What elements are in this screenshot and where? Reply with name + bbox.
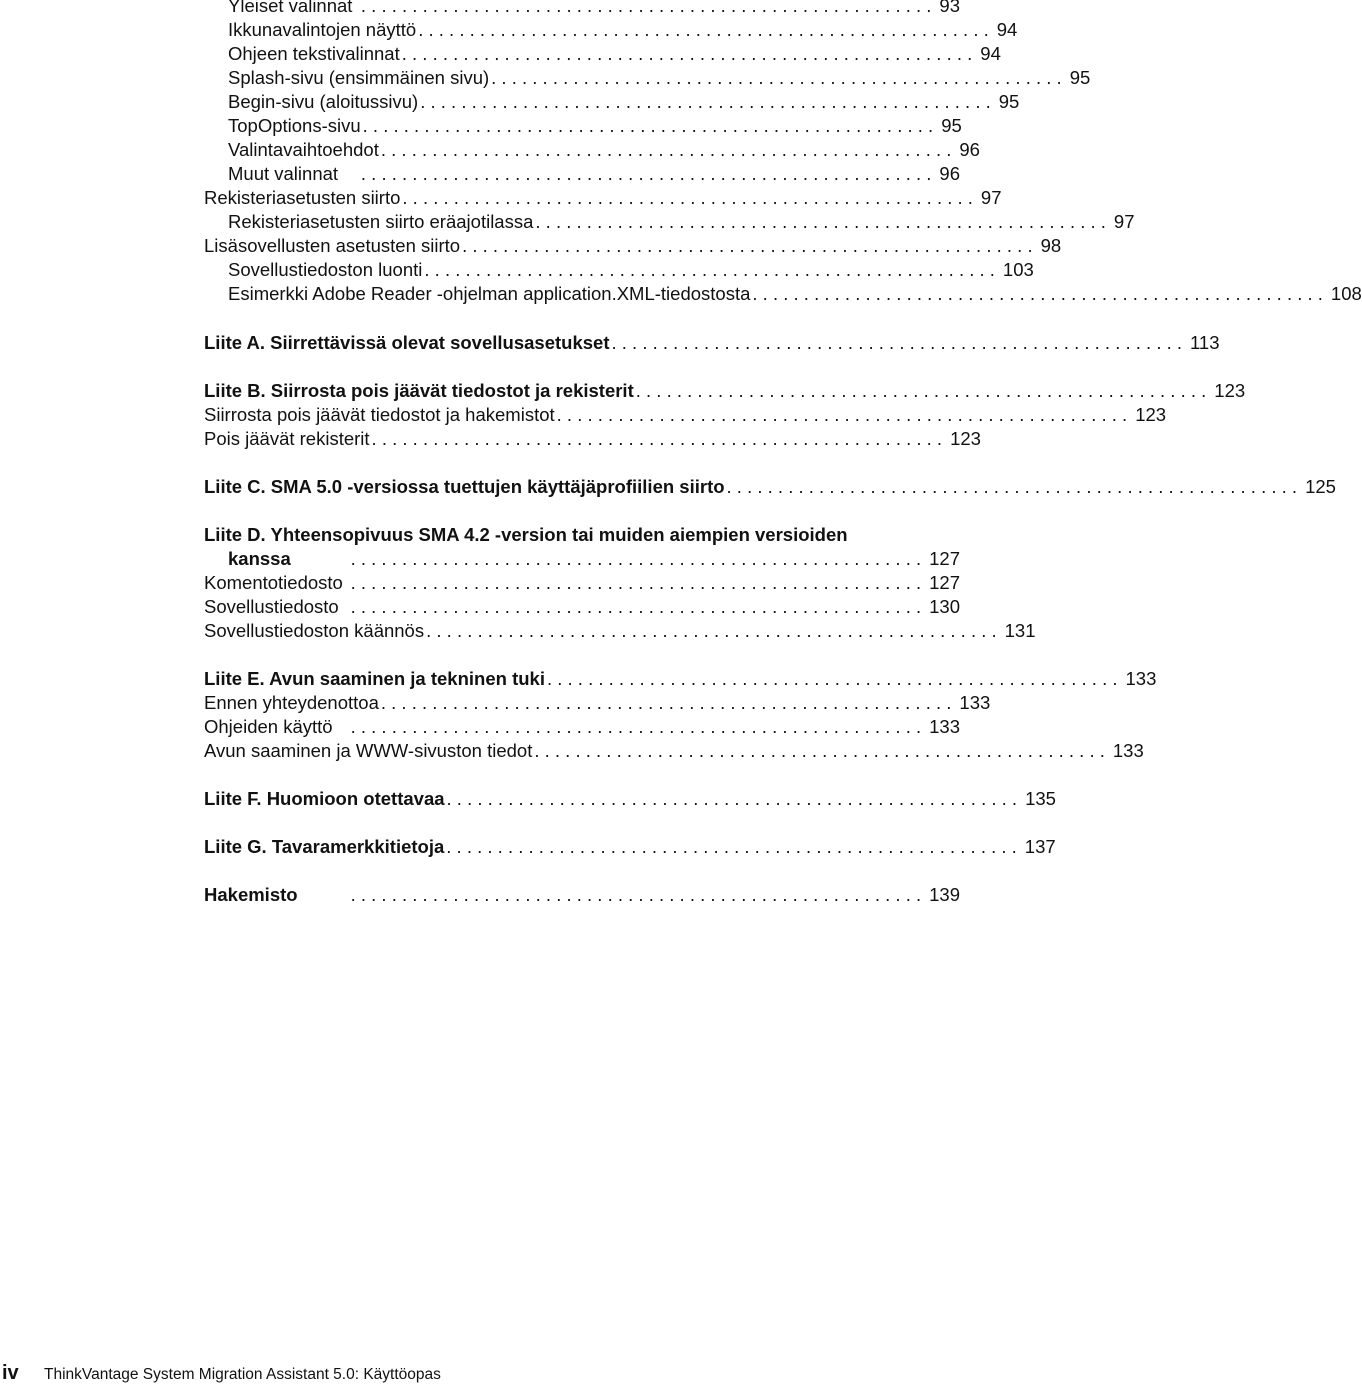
toc-entry-title: Muut valinnat xyxy=(228,163,339,184)
dot-leader: . . . . . . . . . . . . . . . . . . . . . . . . . . . . . . . . . . . . . . . . . . . . . . . . . . . . . . . . xyxy=(426,620,997,641)
dot-leader: . . . . . . . . . . . . . . . . . . . . . . . . . . . . . . . . . . . . . . . . . . . . . . . . . . . . . . . . xyxy=(401,43,973,64)
toc-chapter-title: Liite C. SMA 5.0 -versiossa tuettujen käyttäjäprofiilien siirto xyxy=(204,476,725,497)
toc-chapter-title: Liite B. Siirrosta pois jäävät tiedostot ja rekisterit xyxy=(204,380,634,401)
dot-leader: . . . . . . . . . . . . . . . . . . . . . . . . . . . . . . . . . . . . . . . . . . . . . . . . . . . . . . . . xyxy=(371,428,943,449)
toc-entry-title: Lisäsovellusten asetusten siirto xyxy=(204,235,461,256)
dot-leader: . . . . . . . . . . . . . . . . . . . . . . . . . . . . . . . . . . . . . . . . . . . . . . . . . . . . . . . . xyxy=(350,884,922,905)
toc-entry-page: 127 xyxy=(929,548,960,569)
toc-entry-title: Ennen yhteydenottoa xyxy=(204,692,379,713)
toc-entry[interactable] xyxy=(204,234,1062,258)
toc-entry[interactable] xyxy=(204,403,1167,427)
toc-entry[interactable] xyxy=(228,162,960,186)
toc-entry-page: 108 xyxy=(1330,283,1362,304)
toc-entry-page: 94 xyxy=(996,19,1018,40)
toc-chapter-entry[interactable] xyxy=(204,475,1336,499)
dot-leader: . . . . . . . . . . . . . . . . . . . . . . . . . . . . . . . . . . . . . . . . . . . . . . . . . . . . . . . . xyxy=(418,19,989,40)
toc-entry[interactable] xyxy=(228,0,960,18)
toc-chapter-title: Liite F. Huomioon otettavaa xyxy=(204,788,445,809)
toc-entry[interactable] xyxy=(204,739,1144,763)
toc-entry-page: 94 xyxy=(980,43,1001,64)
dot-leader: . . . . . . . . . . . . . . . . . . . . . . . . . . . . . . . . . . . . . . . . . . . . . . . . . . . . . . . . xyxy=(534,740,1105,761)
toc-entry-title: Rekisteriasetusten siirto eräajotilassa xyxy=(228,211,534,232)
dot-leader: . . . . . . . . . . . . . . . . . . . . . . . . . . . . . . . . . . . . . . . . . . . . . . . . . . . . . . . . xyxy=(424,259,995,280)
dot-leader: . . . . . . . . . . . . . . . . . . . . . . . . . . . . . . . . . . . . . . . . . . . . . . . . . . . . . . . . xyxy=(611,332,1183,353)
toc-entry-title: Ikkunavalintojen näyttö xyxy=(228,19,417,40)
toc-chapter-entry[interactable] xyxy=(204,883,960,907)
toc-entry-page: 131 xyxy=(1004,620,1036,641)
toc-entry[interactable] xyxy=(204,619,1036,643)
toc-entry[interactable] xyxy=(228,282,1362,306)
dot-leader: . . . . . . . . . . . . . . . . . . . . . . . . . . . . . . . . . . . . . . . . . . . . . . . . . . . . . . . . xyxy=(726,476,1298,497)
toc-entry-title: Esimerkki Adobe Reader -ohjelman application.XML-tiedostosta xyxy=(228,283,751,304)
dot-leader: . . . . . . . . . . . . . . . . . . . . . . . . . . . . . . . . . . . . . . . . . . . . . . . . . . . . . . . . xyxy=(380,692,952,713)
dot-leader: . . . . . . . . . . . . . . . . . . . . . . . . . . . . . . . . . . . . . . . . . . . . . . . . . . . . . . . . xyxy=(462,235,1033,256)
document-title: ThinkVantage System Migration Assistant 5.0: Käyttöopas xyxy=(44,1366,441,1383)
toc-entry[interactable] xyxy=(228,66,1091,90)
dot-leader: . . . . . . . . . . . . . . . . . . . . . . . . . . . . . . . . . . . . . . . . . . . . . . . . . . . . . . . . xyxy=(360,0,932,16)
toc-chapter-entry[interactable] xyxy=(204,331,1220,355)
toc-entry[interactable] xyxy=(228,114,960,138)
toc-entry[interactable] xyxy=(228,210,1135,234)
toc-entry-page: 97 xyxy=(1113,211,1135,232)
toc-entry-title: Ohjeiden käyttö xyxy=(204,716,333,737)
toc-entry-page: 113 xyxy=(1190,332,1220,353)
toc-entry-title: Pois jäävät rekisterit xyxy=(204,428,370,449)
dot-leader: . . . . . . . . . . . . . . . . . . . . . . . . . . . . . . . . . . . . . . . . . . . . . . . . . . . . . . . . xyxy=(635,380,1207,401)
dot-leader: . . . . . . . . . . . . . . . . . . . . . . . . . . . . . . . . . . . . . . . . . . . . . . . . . . . . . . . . xyxy=(446,836,1017,857)
toc-entry[interactable] xyxy=(228,42,1001,66)
toc-entry[interactable] xyxy=(228,258,1034,282)
toc-entry-title: Yleiset valinnat xyxy=(228,0,353,16)
toc-entry-title: Sovellustiedosto xyxy=(204,596,339,617)
dot-leader: . . . . . . . . . . . . . . . . . . . . . . . . . . . . . . . . . . . . . . . . . . . . . . . . . . . . . . . . xyxy=(380,139,952,160)
toc-entry-title: Ohjeen tekstivalinnat xyxy=(228,43,400,64)
dot-leader: . . . . . . . . . . . . . . . . . . . . . . . . . . . . . . . . . . . . . . . . . . . . . . . . . . . . . . . . xyxy=(491,67,1062,88)
toc-entry-page: 97 xyxy=(980,187,1002,208)
toc-entry-page: 133 xyxy=(929,716,960,737)
toc-entry-page: 133 xyxy=(1125,668,1157,689)
dot-leader: . . . . . . . . . . . . . . . . . . . . . . . . . . . . . . . . . . . . . . . . . . . . . . . . . . . . . . . . xyxy=(752,283,1323,304)
toc-chapter-title: kanssa xyxy=(228,548,291,569)
toc-chapter-title: Liite A. Siirrettävissä olevat sovellusasetukset xyxy=(204,332,610,353)
dot-leader: . . . . . . . . . . . . . . . . . . . . . . . . . . . . . . . . . . . . . . . . . . . . . . . . . . . . . . . . xyxy=(546,668,1118,689)
dot-leader: . . . . . . . . . . . . . . . . . . . . . . . . . . . . . . . . . . . . . . . . . . . . . . . . . . . . . . . . xyxy=(350,548,922,569)
dot-leader: . . . . . . . . . . . . . . . . . . . . . . . . . . . . . . . . . . . . . . . . . . . . . . . . . . . . . . . . xyxy=(360,163,932,184)
toc-entry-title: Valintavaihtoehdot xyxy=(228,139,379,160)
dot-leader: . . . . . . . . . . . . . . . . . . . . . . . . . . . . . . . . . . . . . . . . . . . . . . . . . . . . . . . . xyxy=(350,596,922,617)
toc-entry-page: 96 xyxy=(939,163,960,184)
toc-chapter-title: Liite G. Tavaramerkkitietoja xyxy=(204,836,445,857)
toc-entry[interactable] xyxy=(204,691,991,715)
toc-entry-page: 95 xyxy=(1069,67,1091,88)
toc-entry-page: 103 xyxy=(1002,259,1034,280)
toc-entry[interactable] xyxy=(204,186,1002,210)
dot-leader: . . . . . . . . . . . . . . . . . . . . . . . . . . . . . . . . . . . . . . . . . . . . . . . . . . . . . . . . xyxy=(402,187,973,208)
toc-entry-page: 95 xyxy=(998,91,1020,112)
toc-entry-page: 135 xyxy=(1025,788,1056,809)
toc-entry[interactable] xyxy=(204,595,960,619)
toc-entry[interactable] xyxy=(204,715,960,739)
page-number: iv xyxy=(2,1362,19,1384)
toc-entry-page: 123 xyxy=(1135,404,1167,425)
toc-entry-page: 95 xyxy=(941,115,962,136)
dot-leader: . . . . . . . . . . . . . . . . . . . . . . . . . . . . . . . . . . . . . . . . . . . . . . . . . . . . . . . . xyxy=(535,211,1106,232)
toc-entry-title: Avun saaminen ja WWW-sivuston tiedot xyxy=(204,740,533,761)
toc-entry[interactable] xyxy=(228,18,1018,42)
toc-chapter-entry[interactable] xyxy=(204,379,1246,403)
toc-chapter-entry[interactable] xyxy=(228,547,960,571)
toc-entry-page: 133 xyxy=(1112,740,1144,761)
toc-entry-title: Komentotiedosto xyxy=(204,572,343,593)
toc-entry-title: Sovellustiedoston käännös xyxy=(204,620,425,641)
toc-entry[interactable] xyxy=(204,571,960,595)
toc-chapter-title-line1[interactable]: Liite D. Yhteensopivuus SMA 4.2 -version tai muiden aiempien versioiden xyxy=(204,524,848,545)
toc-chapter-entry[interactable] xyxy=(204,787,1056,811)
toc-entry[interactable] xyxy=(228,138,980,162)
toc-entry-page: 98 xyxy=(1040,235,1062,256)
toc-entry-page: 127 xyxy=(929,572,960,593)
dot-leader: . . . . . . . . . . . . . . . . . . . . . . . . . . . . . . . . . . . . . . . . . . . . . . . . . . . . . . . . xyxy=(350,716,922,737)
toc-chapter-entry[interactable] xyxy=(204,667,1157,691)
toc-entry-page: 130 xyxy=(929,596,960,617)
toc-entry-title: TopOptions-sivu xyxy=(228,115,361,136)
toc-entry[interactable] xyxy=(204,427,981,451)
toc-chapter-entry[interactable] xyxy=(204,835,1056,859)
toc-entry-page: 125 xyxy=(1305,476,1336,497)
toc-chapter-title: Liite E. Avun saaminen ja tekninen tuki xyxy=(204,668,545,689)
dot-leader: . . . . . . . . . . . . . . . . . . . . . . . . . . . . . . . . . . . . . . . . . . . . . . . . . . . . . . . . xyxy=(556,404,1128,425)
toc-entry-title: Sovellustiedoston luonti xyxy=(228,259,423,280)
toc-entry-page: 137 xyxy=(1024,836,1056,857)
toc-entry-title: Begin-sivu (aloitussivu) xyxy=(228,91,419,112)
toc-entry-title: Rekisteriasetusten siirto xyxy=(204,187,401,208)
toc-entry-page: 93 xyxy=(939,0,960,16)
dot-leader: . . . . . . . . . . . . . . . . . . . . . . . . . . . . . . . . . . . . . . . . . . . . . . . . . . . . . . . . xyxy=(420,91,991,112)
toc-chapter-title: Hakemisto xyxy=(204,884,298,905)
toc-entry-page: 133 xyxy=(959,692,991,713)
toc-entry-page: 123 xyxy=(1214,380,1246,401)
dot-leader: . . . . . . . . . . . . . . . . . . . . . . . . . . . . . . . . . . . . . . . . . . . . . . . . . . . . . . . . xyxy=(446,788,1018,809)
toc-entry-page: 96 xyxy=(959,139,980,160)
toc-entry-title: Splash-sivu (ensimmäinen sivu) xyxy=(228,67,490,88)
dot-leader: . . . . . . . . . . . . . . . . . . . . . . . . . . . . . . . . . . . . . . . . . . . . . . . . . . . . . . . . xyxy=(350,572,922,593)
toc-entry-page: 123 xyxy=(950,428,981,449)
toc-entry[interactable] xyxy=(228,90,1020,114)
toc-entry-page: 139 xyxy=(929,884,960,905)
toc-entry-title: Siirrosta pois jäävät tiedostot ja hakemistot xyxy=(204,404,555,425)
dot-leader: . . . . . . . . . . . . . . . . . . . . . . . . . . . . . . . . . . . . . . . . . . . . . . . . . . . . . . . . xyxy=(362,115,934,136)
page-footer xyxy=(0,1362,960,1386)
